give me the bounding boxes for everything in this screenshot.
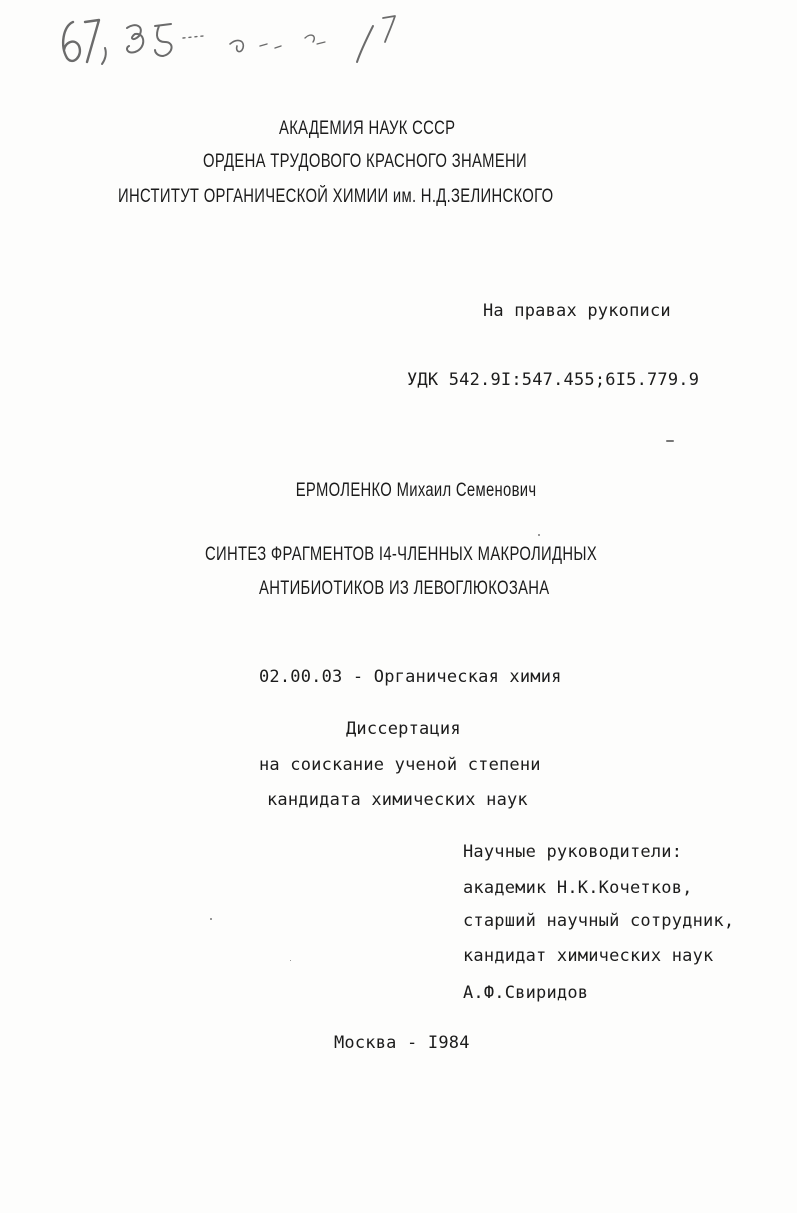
supervisor-2-degree: кандидат химических наук bbox=[463, 946, 714, 966]
supervisor-2-name: А.Ф.Свиридов bbox=[463, 983, 589, 1003]
degree-line-3: кандидата химических наук bbox=[267, 790, 528, 810]
scan-speck bbox=[210, 918, 212, 920]
place-year: Москва - I984 bbox=[334, 1033, 470, 1053]
header-order: ОРДЕНА ТРУДОВОГО КРАСНОГО ЗНАМЕНИ bbox=[203, 151, 528, 172]
header-institute: ИНСТИТУТ ОРГАНИЧЕСКОЙ ХИМИИ им. Н.Д.ЗЕЛИНСКОГО bbox=[118, 186, 554, 207]
degree-line-2: на соискание ученой степени bbox=[259, 755, 541, 775]
handwritten-note bbox=[55, 8, 415, 70]
title-line-1: СИНТЕЗ ФРАГМЕНТОВ I4-ЧЛЕННЫХ МАКРОЛИДНЫХ bbox=[205, 544, 598, 565]
author-surname-caps bbox=[278, 458, 536, 524]
scan-speck bbox=[290, 960, 291, 961]
dash-mark bbox=[666, 440, 674, 442]
rights-note: На правах рукописи bbox=[483, 301, 671, 321]
supervisors-label: Научные руководители: bbox=[463, 842, 683, 862]
udc-code: УДК 542.9I:547.455;6I5.779.9 bbox=[407, 370, 700, 390]
specialty: 02.00.03 - Органическая химия bbox=[259, 667, 562, 687]
title-line-2: АНТИБИОТИКОВ ИЗ ЛЕВОГЛЮКОЗАНА bbox=[259, 578, 550, 599]
supervisor-2-position: старший научный сотрудник, bbox=[463, 911, 735, 931]
supervisor-1: академик Н.К.Кочетков, bbox=[463, 878, 693, 898]
header-academy: АКАДЕМИЯ НАУК СССР bbox=[279, 118, 456, 139]
handwritten-note-text: 67 825 ... 5 bbox=[55, 8, 63, 9]
scan-speck bbox=[538, 534, 540, 536]
author-name: ЕРМОЛЕНКО Михаил Семенович bbox=[295, 480, 537, 501]
degree-line-1: Диссертация bbox=[346, 719, 461, 739]
